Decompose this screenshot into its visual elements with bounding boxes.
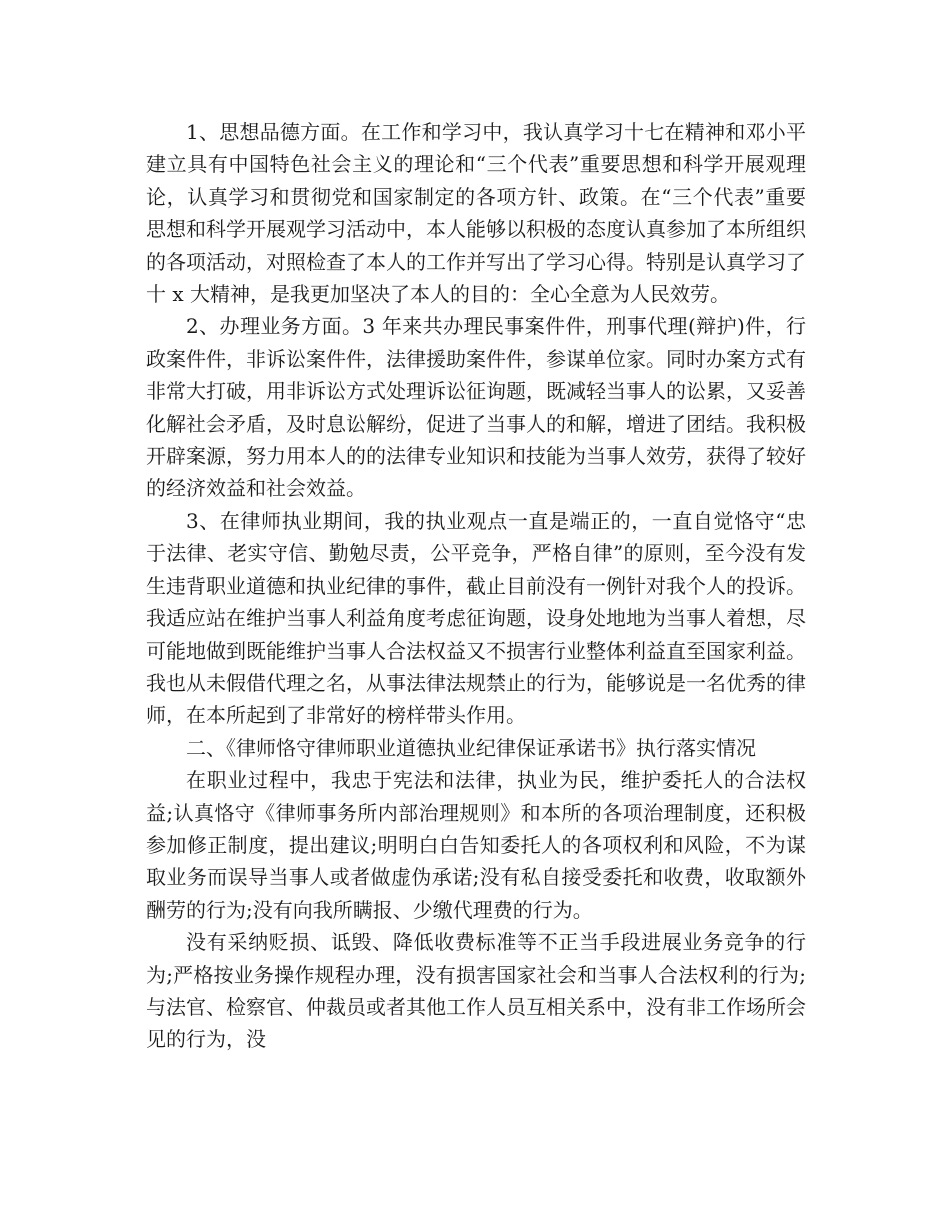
- paragraph-ideology: 1、思想品德方面。在工作和学习中，我认真学习十七在精神和邓小平建立具有中国特色社会主义的理论和“三个代表”重要思想和科学开展观理论，认真学习和贯彻党和国家制定的各项方针、政策。在“三个代表”重要思想和科学开展观学习活动中，本人能够以积极的态度认真参加了本所组织的各项活动，对照检查了本人的工作并写出了学习心得。特别是认真学习了十 x 大精神，是我更加坚决了本人的目的：全心全意为人民效劳。: [146, 120, 806, 307]
- paragraph-professional-process: 在职业过程中，我忠于宪法和法律，执业为民，维护委托人的合法权益;认真恪守《律师事务所内部治理规则》和本所的各项治理制度，还积极参加修正制度，提出建议;明明白白告知委托人的各项权利和风险，不为谋取业务而误导当事人或者做虚伪承诺;没有私自接受委托和收费，收取额外酬劳的行为;没有向我所瞒报、少缴代理费的行为。: [146, 768, 806, 922]
- paragraph-practice-conduct: 3、在律师执业期间，我的执业观点一直是端正的，一直自觉恪守“忠于法律、老实守信、勤勉尽责，公平竞争，严格自律”的原则，至今没有发生违背职业道德和执业纪律的事件，截止目前没有一例针对我个人的投诉。我适应站在维护当事人利益角度考虑征询题，设身处地地为当事人着想，尽可能地做到既能维护当事人合法权益又不损害行业整体利益直至国家利益。我也从未假借代理之名，从事法律法规禁止的行为，能够说是一名优秀的律师，在本所起到了非常好的榜样带头作用。: [146, 508, 806, 728]
- document-body: [146, 116, 806, 1056]
- paragraph-competition: 没有采纳贬损、诋毁、降低收费标准等不正当手段进展业务竞争的行为;严格按业务操作规程办理，没有损害国家社会和当事人合法权利的行为;与法官、检察官、仲裁员或者其他工作人员互相关系中，没有非工作场所会见的行为，没: [146, 930, 806, 1052]
- paragraph-business: 2、办理业务方面。3 年来共办理民事案件件，刑事代理(辩护)件，行政案件件，非诉讼案件件，法律援助案件件，参谋单位家。同时办案方式有非常大打破，用非诉讼方式处理诉讼征询题，既减轻当事人的讼累，又妥善化解社会矛盾，及时息讼解纷，促进了当事人的和解，增进了团结。我积极开辟案源，努力用本人的的法律专业知识和技能为当事人效劳，获得了较好的经济效益和社会效益。: [146, 314, 806, 501]
- section-heading-pledge: 二、《律师恪守律师职业道德执业纪律保证承诺书》执行落实情况: [186, 735, 756, 760]
